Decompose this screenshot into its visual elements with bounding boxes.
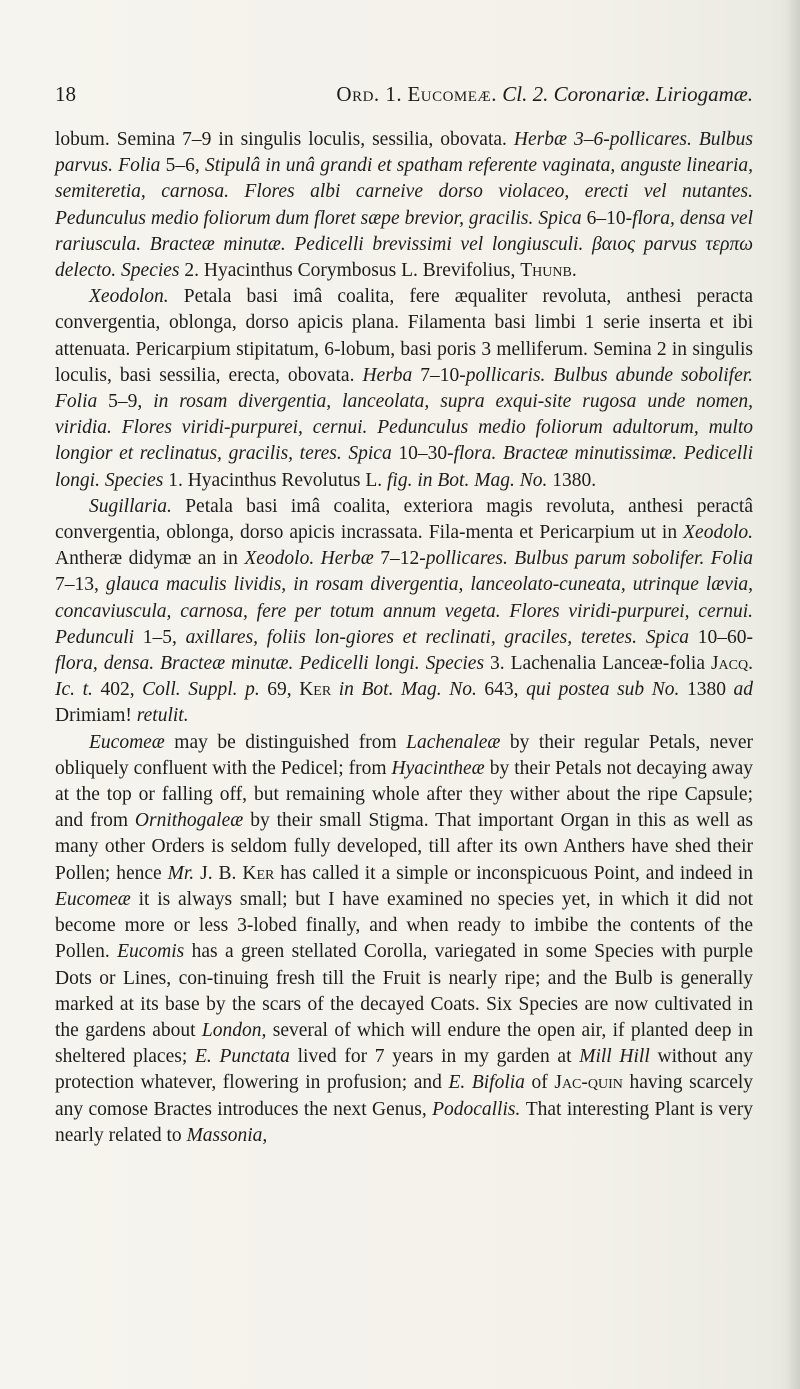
italic-text-run: Stipulâ in unâ grandi et spatham referente vaginata, anguste linearia, semiteretia, carnosa. Flores albi carneive dorso violaceo, erecti vel nutantes. Pedunculus medio foliorum dum floret sæpe brevior, gracilis. Spica	[55, 155, 753, 229]
text-run: 2. Hyacinthus Corymbosus L. Brevifolius,	[184, 260, 521, 282]
text-run: 7–13,	[55, 574, 106, 596]
text-run: has a green stellated Corolla, variegated in some Species with purple Dots or Lines, con-tinuing fresh till the Fruit is nearly ripe; and the Bulb is generally marked at its base by the scars of the decayed Coats. Six Species are now cultivated in the gardens about	[55, 941, 754, 1041]
italic-text-run: Xeodolo. Herbæ	[244, 548, 381, 570]
italic-text-run: retulit.	[136, 705, 189, 727]
text-run: Petala basi imâ coalita, fere æqualiter revoluta, anthesi peracta convergentia, oblonga, dorso apicis plana. Filamenta basi limbi 1 serie inserta et ibi attenuata. Pericarpium stipitatum, 6-lobum, basi poris 3 melliferum. Semina 2 in singulis loculis, basi sessilia, erecta, obovata.	[55, 286, 754, 386]
text-run: 3. Lachenalia Lanceæ-folia	[490, 653, 711, 675]
page-edge-shadow	[786, 0, 800, 1389]
text-run: having scarcely any comose Bractes introduces the next Genus,	[55, 1072, 754, 1120]
text-run: lobum. Semina 7–9 in singulis loculis, sessilia, obovata.	[55, 129, 514, 150]
text-run: 1380	[686, 679, 734, 701]
italic-text-run: Herbæ 3–6-pollicares. Bulbus parvus. Folia	[55, 129, 754, 177]
italic-text-run: E. Bifolia	[448, 1072, 532, 1094]
italic-text-run: London,	[201, 1019, 273, 1041]
italic-text-run: flora, densa vel rariuscula. Bracteæ minutæ. Pedicelli brevissimi vel longiusculi. βαιος parvus τερπω delecto. Species	[55, 207, 754, 282]
italic-text-run: ad	[733, 679, 754, 701]
text-run: 5–9,	[108, 391, 154, 413]
tribe-label: Coronariæ.	[553, 82, 651, 106]
smallcaps-text-run: Jacq.	[710, 653, 753, 675]
italic-text-run: Eucomis	[117, 941, 192, 963]
italic-text-run: Xeodolo.	[683, 522, 753, 544]
text-run: 1–5,	[142, 626, 186, 648]
italic-text-run: glauca maculis lividis, in rosam divergentia, lanceolato-cuneata, utrinque lævia, concaviuscula, carnosa, fere per totum annum vegeta. Flores viridi-purpurei, cernui. Pedunculi	[55, 574, 754, 648]
paragraph-xeodolon	[55, 284, 753, 494]
italic-text-run: Mr.	[167, 862, 201, 884]
body-text	[55, 127, 753, 1149]
text-run: may be distinguished from	[174, 731, 407, 753]
italic-text-run: Podocallis.	[432, 1098, 526, 1120]
smallcaps-text-run: Thunb.	[520, 260, 577, 282]
text-run: 6–10-	[586, 207, 633, 229]
text-run: Drimiam!	[55, 705, 137, 727]
smallcaps-text-run: Ker	[299, 679, 339, 701]
italic-text-run: Lachenaleæ	[406, 731, 510, 753]
paragraph-eucomeae-remarks	[55, 730, 753, 1149]
text-run: several of which will endure the open air, if planted deep in sheltered places;	[55, 1019, 753, 1068]
text-run: 69,	[267, 679, 300, 701]
text-run: 7–12-	[380, 548, 426, 570]
page-number: 18	[55, 82, 76, 106]
italic-text-run: fig. in Bot. Mag. No.	[387, 469, 553, 491]
text-run: 10–30-	[398, 443, 454, 465]
family-label: Eucomeæ.	[407, 82, 498, 106]
italic-text-run: pollicaris. Bulbus abunde sobolifer. Folia	[55, 364, 754, 413]
text-run: 402,	[100, 679, 143, 701]
text-run: 5–6,	[165, 155, 205, 177]
italic-text-run: pollicares. Bulbus parum sobolifer. Folia	[425, 548, 754, 570]
text-run: 1. Hyacinthus Revolutus L.	[168, 469, 388, 491]
italic-text-run: Eucomeæ	[55, 888, 139, 910]
italic-text-run: Coll. Suppl. p.	[142, 679, 268, 701]
text-run: by their regular Petals, never obliquely confluent with the Pedicel; from	[55, 731, 753, 779]
smallcaps-text-run: Ker	[242, 862, 281, 884]
italic-text-run: E. Punctata	[194, 1046, 298, 1068]
italic-text-run: Mill Hill	[579, 1046, 658, 1068]
smallcaps-text-run: Jac-quin	[554, 1072, 630, 1094]
text-run: by their small Stigma. That important Organ in this as well as many other Orders is seldom fully developed, till after its own Anthers have shed their Pollen; hence	[55, 810, 753, 884]
page-header	[55, 82, 753, 112]
text-run: That interesting Plant is very nearly related to	[55, 1098, 753, 1146]
text-run: Petala basi imâ coalita, exteriora magis revoluta, anthesi peractâ convergentia, oblonga, dorso apicis incrassata. Fila-menta et Pericarpium ut in	[55, 495, 753, 544]
text-run: has called it a simple or inconspicuous Point, and indeed in	[280, 862, 753, 884]
text-run: 1380.	[552, 469, 597, 491]
italic-text-run: flora. Bracteæ minutissimæ. Pedicelli longi. Species	[55, 443, 753, 491]
italic-text-run: Massonia,	[186, 1124, 268, 1146]
text-run: of	[531, 1072, 555, 1094]
text-run: 10–60-	[697, 626, 754, 648]
text-run: J. B.	[200, 862, 243, 884]
italic-text-run: in rosam divergentia, lanceolata, supra exqui-site rugosa unde nomen, viridia. Flores viridi-purpurei, cernui. Pedunculus medio foliorum adultorum, multo longior et reclinatus, gracilis, teres. Spica	[55, 391, 754, 465]
order-label: Ord. 1.	[336, 82, 403, 106]
italic-text-run: Xeodolon.	[89, 286, 184, 308]
text-run: it is always small; but I have examined no species yet, in which it did not become more or less 3-lobed finally, and when ready to imbibe the contents of the Pollen.	[55, 888, 753, 963]
italic-text-run: Hyacintheæ	[391, 757, 490, 779]
italic-text-run: flora, densa. Bracteæ minutæ. Pedicelli longi. Species	[55, 653, 491, 675]
italic-text-run: in Bot. Mag. No.	[338, 679, 485, 701]
italic-text-run: axillares, foliis lon-giores et reclinati, graciles, teretes. Spica	[185, 626, 698, 648]
running-title	[336, 82, 753, 107]
italic-text-run: Sugillaria.	[89, 495, 186, 517]
text-run: 7–10-	[420, 364, 466, 386]
group-label: Liriogamæ.	[655, 82, 753, 106]
italic-text-run: qui postea sub No.	[526, 679, 687, 701]
text-run: lived for 7 years in my garden at	[297, 1046, 580, 1068]
text-run: Antheræ didymæ an in	[55, 548, 245, 570]
text-run: 643,	[484, 679, 527, 701]
text-run: by their Petals not decaying away at the top or falling off, but remaining whole after they wither about the ripe Capsule; and from	[55, 757, 753, 832]
italic-text-run: Eucomeæ	[89, 731, 175, 753]
italic-text-run: Herba	[362, 364, 421, 386]
paragraph-hylomenes	[55, 127, 753, 284]
paragraph-sugillaria	[55, 494, 753, 730]
italic-text-run: Ornithogaleæ	[134, 810, 251, 832]
italic-text-run: Ic. t.	[55, 679, 101, 701]
class-label: Cl. 2.	[502, 82, 549, 106]
text-run: without any protection whatever, flowering in profusion; and	[55, 1046, 753, 1094]
